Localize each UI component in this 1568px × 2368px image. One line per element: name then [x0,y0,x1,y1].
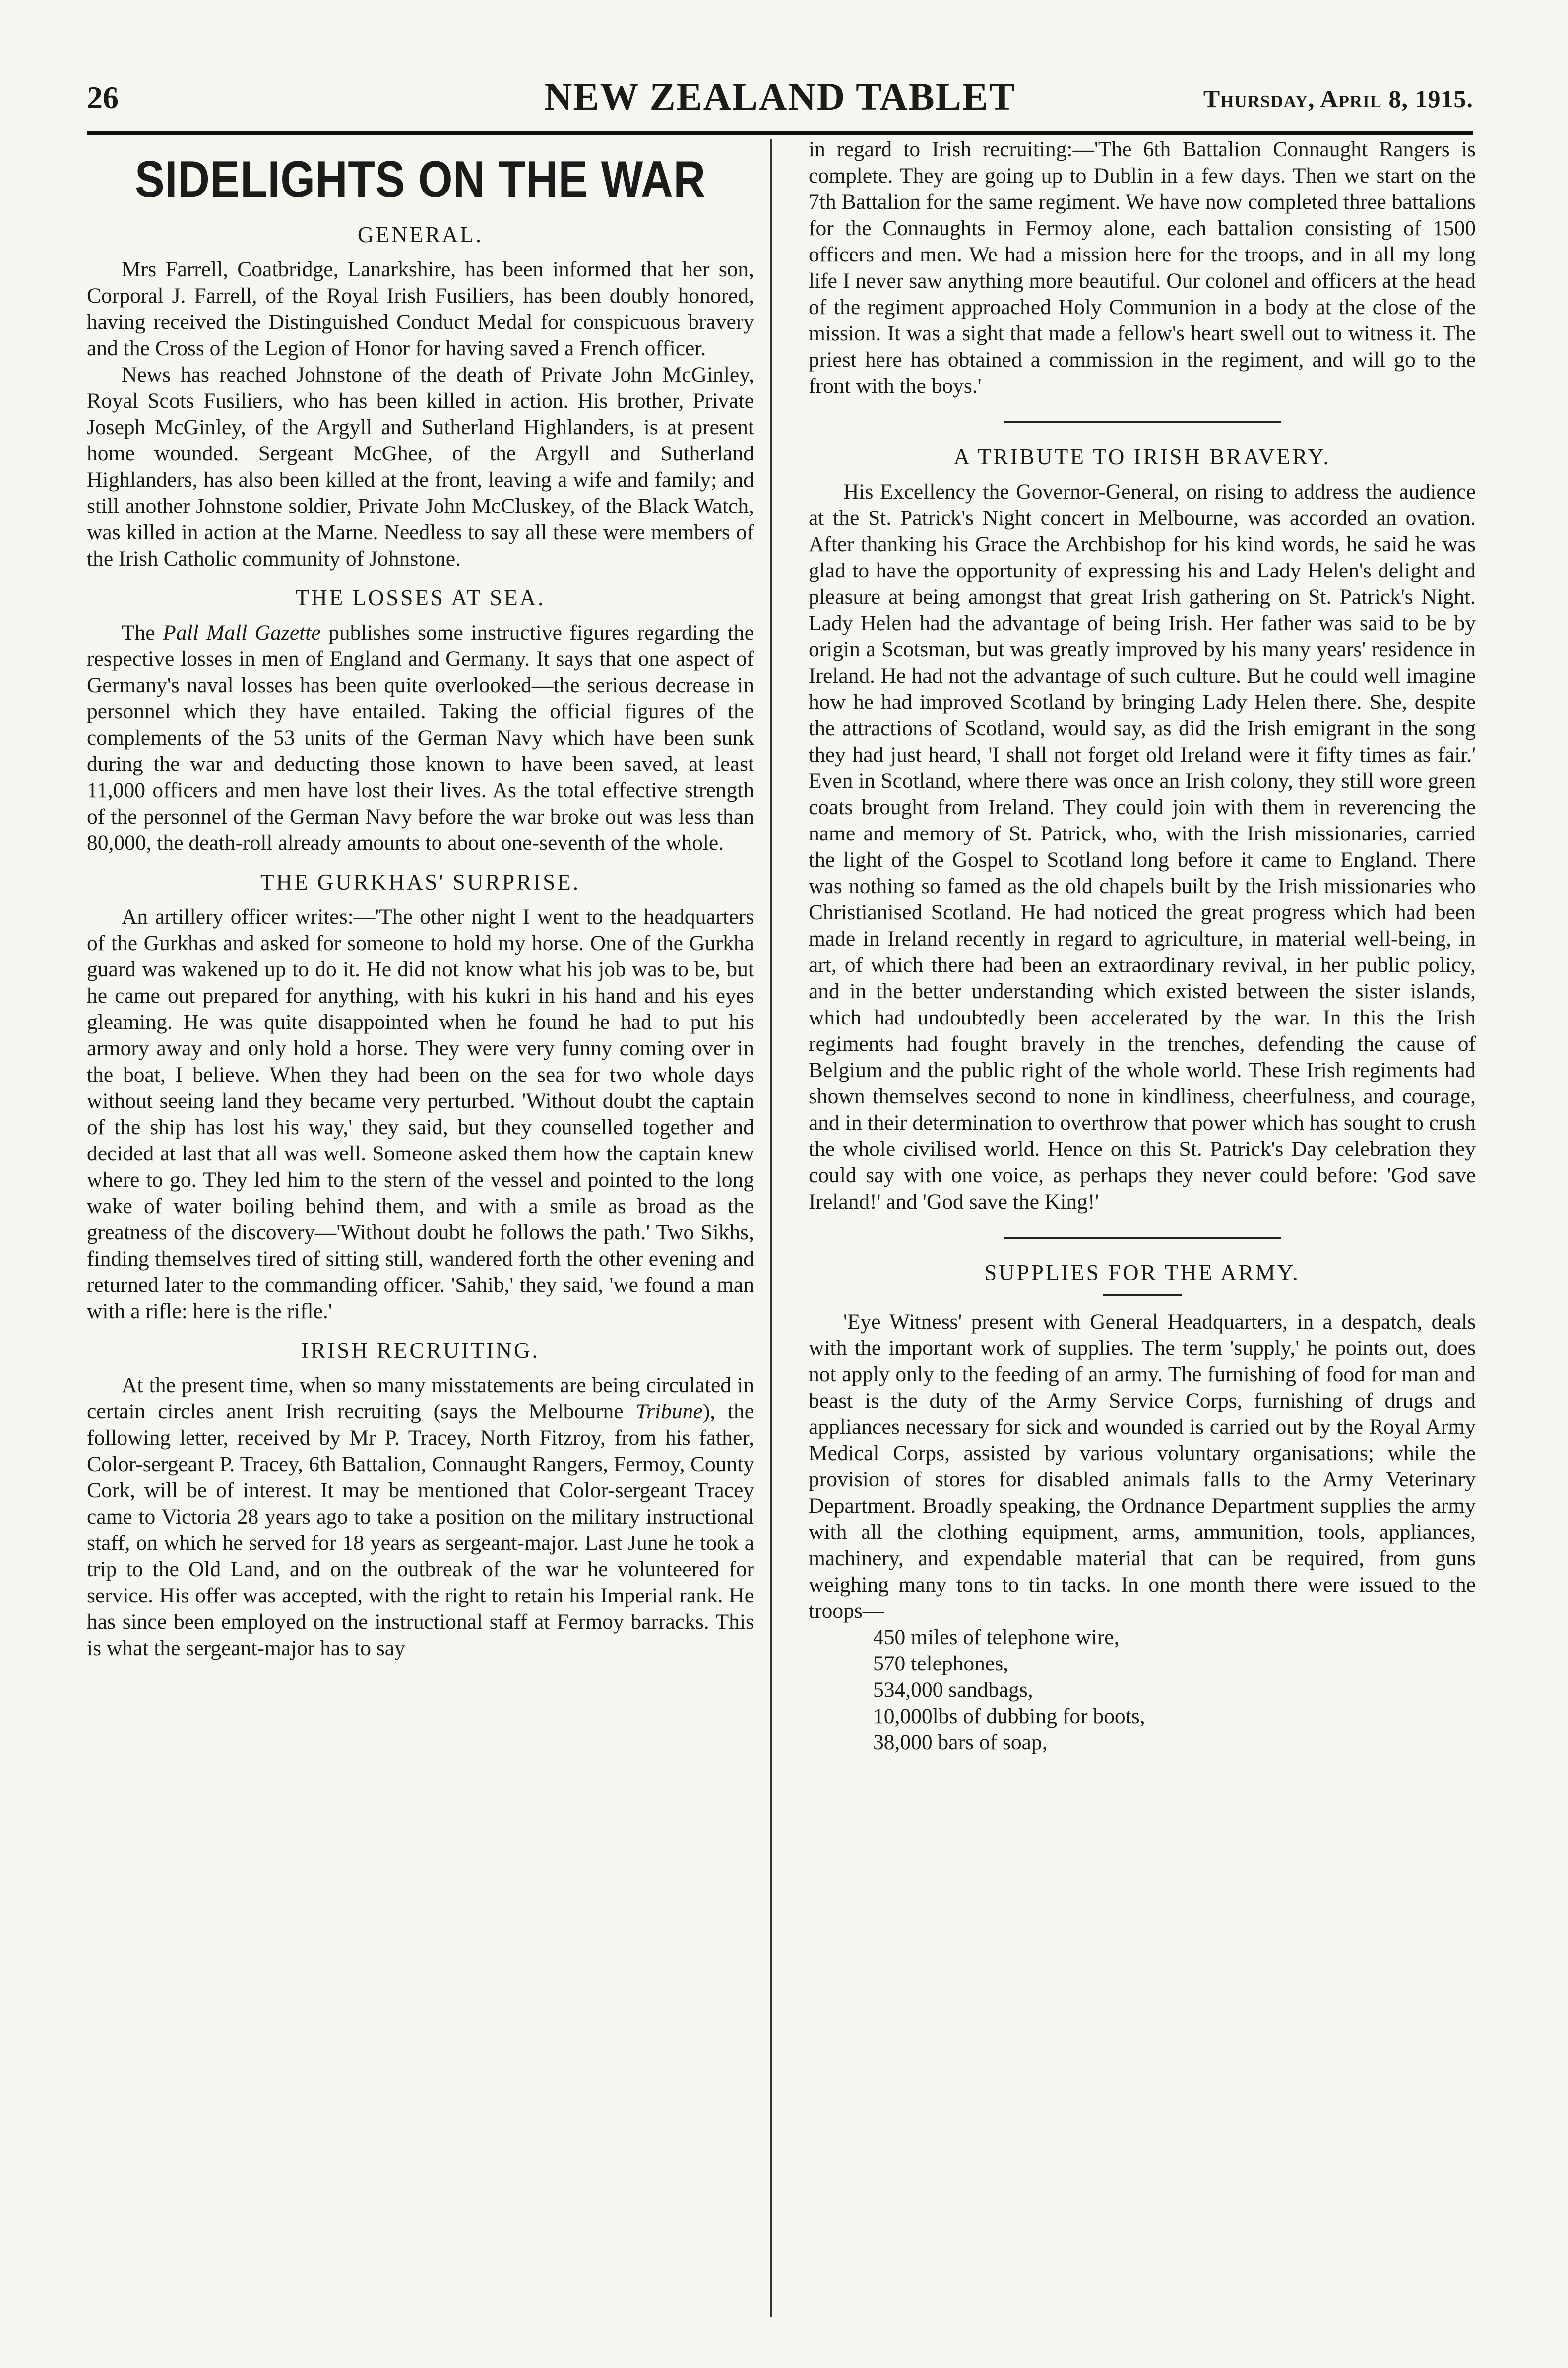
list-item: 10,000lbs of dubbing for boots, [873,1704,1145,1728]
article-paragraph: An artillery officer writes:—'The other night I went to the headquarters of the Gurkhas and asked for someone to hold my horse. One of the Gurkha guard was wakened up to do it. He did not know what his job was to be, but he came out prepared for anything, with his kukri in his hand and his eyes gleaming. He was quite disappointed when he found he had to put his armory away and only hold a horse. They were very funny coming over in the boat, I believe. When they had been on the sea for two whole days without seeing land they became very perturbed. 'Without doubt the captain of the ship has lost his way,' they said, but they counselled together and decided at last that all was well. Someone asked them how the captain knew where to go. They led him to the stern of the vessel and pointed to the long wake of water boiling behind them, and with a smile as broad as the greatness of the discovery—'Without doubt he follows the path.' Two Sikhs, finding themselves tired of sitting still, wandered forth the other evening and returned later to the commanding officer. 'Sahib,' they said, 'we found a man with a rifle: here is the rifle.' [87,905,754,1323]
section-heading-recruiting: IRISH RECRUITING. [301,1338,540,1363]
left-column [87,136,754,2319]
article-paragraph: The Pall Mall Gazette publishes some instructive figures regarding the respective losses in men of England and Germany. It says that one aspect of Germany's naval losses has been quite overlooked—the serious decrease in personnel which they have entailed. Taking the official figures of the complements of the 53 units of the German Navy which have been sunk during the war and deducting those known to have been saved, at least 11,000 officers and men have lost their lives. As the total effective strength of the personnel of the German Navy before the war broke out was less than 80,000, the death-roll already amounts to about one-seventh of the whole. [87,621,754,855]
article-paragraph-continued: in regard to Irish recruiting:—'The 6th Battalion Connaught Rangers is complete. They are going up to Dublin in a few days. Then we start on the 7th Battalion for the same regiment. We have now completed three battalions for the Connaughts in Fermoy alone, each battalion consisting of 1500 officers and men. We had a mission here for the troops, and in all my long life I never saw anything more beautiful. Our colonel and officers at the head of the regiment approached Holy Communion in a body at the close of the mission. It was a sight that made a fellow's heart swell out to witness it. The priest here has obtained a commission in the regiment, and will go to the front with the boys.' [809,137,1476,398]
article-paragraph: Mrs Farrell, Coatbridge, Lanarkshire, has been informed that her son, Corporal J. Farrell, of the Royal Irish Fusiliers, has been doubly honored, having received the Distinguished Conduct Medal for conspicuous bravery and the Cross of the Legion of Honor for having saved a French officer. [87,257,754,360]
article-paragraph: 'Eye Witness' present with General Headquarters, in a despatch, deals with the important work of supplies. The term 'supply,' he points out, does not apply only to the feeding of an army. The furnishing of food for man and beast is the duty of the Army Service Corps, furnishing of drugs and appliances necessary for sick and wounded is carried out by the Royal Army Medical Corps, assisted by various voluntary organisations; while the provision of stores for disabled animals falls to the Army Veterinary Department. Broadly speaking, the Ordnance Department supplies the army with all the clothing equipment, arms, ammunition, tools, appliances, machinery, and expendable material that can be required, from guns weighing many tons to tin tacks. In one month there were issued to the troops— [809,1310,1476,1623]
publication-name: Tribune [635,1400,703,1423]
list-item: 534,000 sandbags, [873,1678,1033,1702]
heading-rule [1103,1294,1182,1296]
section-divider [1004,421,1281,423]
section-heading-supplies: SUPPLIES FOR THE ARMY. [984,1260,1300,1285]
list-item: 450 miles of telephone wire, [873,1625,1120,1649]
list-item: 38,000 bars of soap, [873,1730,1048,1754]
publication-name: Pall Mall Gazette [163,621,321,644]
article-paragraph: At the present time, when so many misstatements are being circulated in certain circles anent Irish recruiting (says the Melbourne Tribune), the following letter, received by Mr P. Tracey, North Fitzroy, from his father, Color-sergeant P. Tracey, 6th Battalion, Connaught Rangers, Fermoy, County Cork, will be of interest. It may be mentioned that Color-sergeant Tracey came to Victoria 28 years ago to take a position on the military instructional staff, on which he served for 18 years as sergeant-major. Last June he took a trip to the Old Land, and on the outbreak of the war he volunteered for service. His offer was accepted, with the right to retain his Imperial rank. He has since been employed on the instructional staff at Fermoy barracks. This is what the sergeant-major has to say [87,1373,754,1660]
list-item: 570 telephones, [873,1652,1009,1675]
right-column [809,136,1476,2319]
page-number: 26 [87,80,119,115]
section-heading-tribute: A TRIBUTE TO IRISH BRAVERY. [953,445,1331,469]
publication-title: NEW ZEALAND TABLET [544,75,1016,118]
article-paragraph: His Excellency the Governor-General, on rising to address the audience at the St. Patrick's Night concert in Melbourne, was accorded an ovation. After thanking his Grace the Archbishop for his kind words, he said he was glad to have the opportunity of expressing his and Lady Helen's delight and pleasure at being amongst that great Irish gathering on St. Patrick's Night. Lady Helen had the advantage of being Irish. Her father was said to be by origin a Scotsman, but was greatly improved by his many years' residence in Ireland. He had not the advantage of such culture. But he could well imagine how he had improved Scotland by bringing Lady Helen there. She, despite the attractions of Scotland, would say, as did the Irish emigrant in the song they had just heard, 'I shall not forget old Ireland were it fifty times as fair.' Even in Scotland, where there was once an Irish colony, they still wore green coats brought from Ireland. They could join with them in reverencing the name and memory of St. Patrick, who, with the Irish missionaries, carried the light of the Gospel to Scotland long before it came to England. There was nothing so famed as the old chapels built by the Irish missionaries who Christianised Scotland. He had noticed the great progress which had been made in Ireland recently in regard to agriculture, in material well-being, in art, of which there had been an extraordinary revival, in her public policy, and in the better understanding which existed between the sister islands, which had undoubtedly been accelerated by the war. In this the Irish regiments had fought bravely in the trenches, defending the cause of Belgium and the public right of the whole world. These Irish regiments had shown themselves second to none in kindliness, cheerfulness, and courage, and in their determination to overthrow that power which has sought to crush the whole civilised world. Hence on this St. Patrick's Day celebration they could say with one voice, as perhaps they never could before: 'God save Ireland!' and 'God save the King!' [809,480,1476,1214]
page-header [87,74,1473,135]
section-heading-general: GENERAL. [357,222,484,247]
issue-date: Thursday, April 8, 1915. [1203,85,1473,113]
article-paragraph: News has reached Johnstone of the death of Private John McGinley, Royal Scots Fusiliers, who has been killed in action. His brother, Private Joseph McGinley, of the Argyll and Sutherland Highlanders, is at present home wounded. Sergeant McGhee, of the Argyll and Sutherland Highlanders, has also been killed at the front, leaving a wife and family; and still another Johnstone soldier, Private John McCluskey, of the Black Watch, was killed in action at the Marne. Needless to say all these were members of the Irish Catholic community of Johnstone. [87,363,754,571]
column-divider [770,139,772,2317]
supplies-list [873,1624,1476,1756]
main-title: SIDELIGHTS ON THE WAR [134,151,706,208]
section-heading-losses: THE LOSSES AT SEA. [295,585,546,610]
section-divider [1004,1237,1281,1239]
section-heading-gurkhas: THE GURKHAS' SURPRISE. [260,870,580,895]
